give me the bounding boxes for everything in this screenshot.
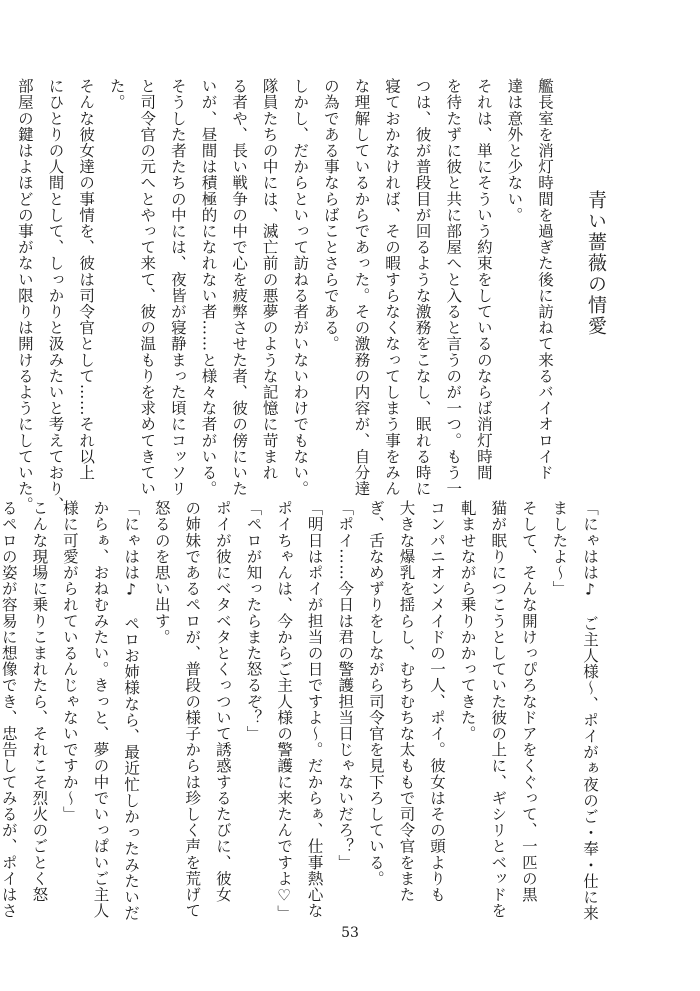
text-line: 艦長室を消灯時間を過ぎた後に訪ねて来るバイオロイド [536, 78, 554, 481]
page-number: 53 [341, 925, 359, 941]
text-line: いが、昼間は積極的になれない者……と様々な者がいる。 [199, 78, 218, 497]
text-line: 達は意外と少ない。 [505, 78, 524, 223]
text-line: の為である事ならばことさらである。 [321, 78, 340, 352]
text-line: 隊員たちの中には、滅亡前の悪夢のような記憶に苛まれ [260, 78, 279, 481]
text-line: 「ペロが知ったらまた怒るぞ？」 [244, 500, 263, 742]
text-line: それは、単にそういう約束をしているのならば消灯時間 [474, 78, 493, 481]
text-line: るペロの姿が容易に想像でき、忠告してみるが、ポイはさ [0, 500, 18, 919]
text-line: そうした者たちの中には、夜皆が寝静まった頃にコッソリ [168, 78, 187, 497]
text-line: ぎ、舌なめずりをしながら司令官を見下ろしている。 [366, 500, 385, 887]
text-line: 大きな爆乳を揺らし、むちむちな太ももで司令官をまた [397, 500, 416, 903]
text-line: そんな彼女達の事情を、彼は司令官として……それ以上 [77, 78, 96, 481]
upper-text-block [9, 78, 560, 513]
text-line: 「明日はポイが担当の日ですよ～。だからぁ、仕事熱心な [305, 500, 324, 919]
text-line: そして、そんな開けっぴろなドアをくぐって、一匹の黒 [519, 500, 538, 903]
text-line: ましたよ～」 [550, 500, 569, 597]
text-line: にひとりの人間として、しっかりと汲みたいと考えており、 [46, 78, 65, 513]
text-line: と司令官の元へとやって来て、彼の温もりを求めてきてい [138, 78, 157, 497]
text-line: 怒るのを思い出す。 [152, 500, 171, 645]
text-line: ポイが彼にベタベタとくっついて誘惑するたびに、彼女 [213, 500, 232, 903]
text-line: 猫が眠りにつこうとしていた彼の上に、ギシリとベッドを [489, 500, 508, 919]
text-line: の姉妹であるペロが、普段の様子からは珍しく声を荒げて [183, 500, 202, 919]
text-line: 部屋の鍵はよほどの事がない限りは開けるようにしていた。 [15, 78, 34, 513]
text-line: を待たずに彼と共に部屋へと入ると言うのが一つ。もう一 [444, 78, 463, 497]
text-line: しかし、だからといって訪ねる者がいないわけでもない。 [291, 78, 310, 497]
text-line: る者や、長い戦争の中で心を疲弊させた者、彼の傍にいた [230, 78, 249, 497]
text-line: 様に可愛がられているんじゃないですか～」 [60, 500, 79, 822]
text-line: な理解しているからであった。その激務の内容が、自分達 [352, 78, 371, 497]
text-line: 軋ませながら乗りかかってきた。 [458, 500, 477, 742]
text-line: 「にゃはは♪ ご主人様～、ポイがぁ夜のご・奉・仕に来 [581, 500, 599, 922]
chapter-title: 青い薔薇の情愛 [585, 190, 607, 337]
text-line: 寝ておかなければ、その暇すらなくなってしまう事をみん [383, 78, 402, 497]
text-line: ポイちゃんは、今からご主人様の警護に来たんですよ♡」 [275, 500, 294, 922]
text-line: 「にゃはは♪ ペロお姉様なら、最近忙しかったみたいだ [122, 500, 141, 922]
text-line: つは、彼が普段目が回るような激務をこなし、眠れる時に [413, 78, 432, 497]
text-line: からぁ、おねむみたい。きっと、夢の中でいっぱいご主人 [91, 500, 110, 919]
text-line: こんな現場に乗りこまれたら、それこそ烈火のごとく怒 [30, 500, 49, 903]
lower-text-block [0, 500, 605, 922]
text-line: た。 [107, 78, 126, 111]
text-line: コンパニオンメイドの一人、ポイ。彼女はその頭よりも [428, 500, 447, 903]
text-line: 「ポイ……今日は君の警護担当日じゃないだろ？」 [336, 500, 355, 871]
